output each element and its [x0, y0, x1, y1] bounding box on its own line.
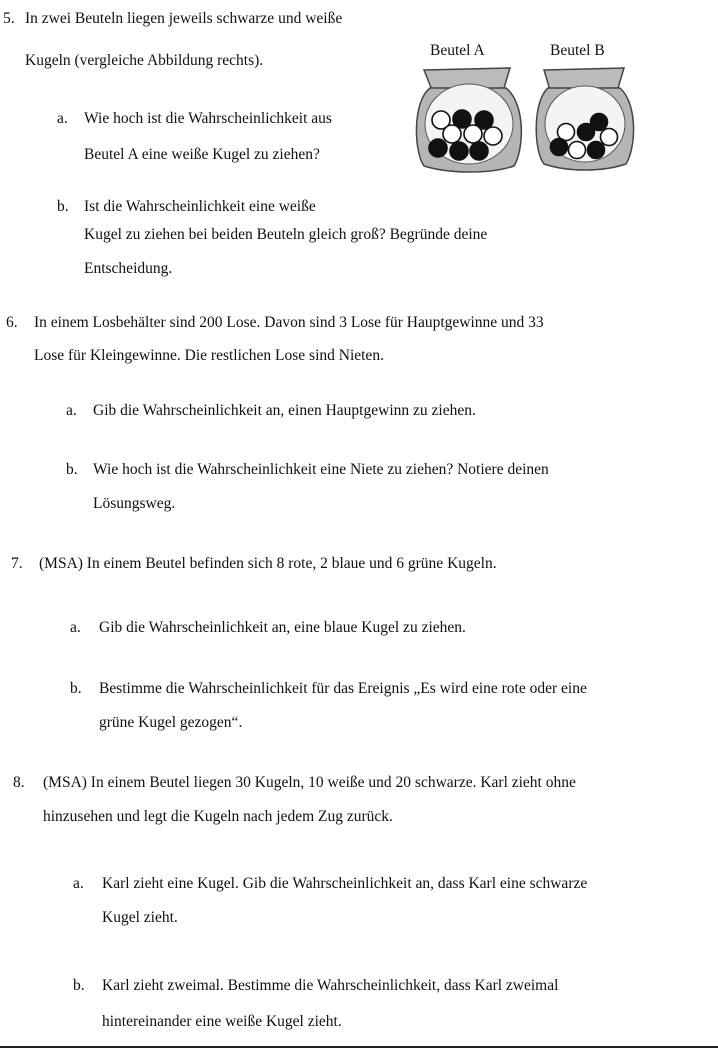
subquestion-text: Karl zieht eine Kugel. Gib die Wahrscheinlichkeit an, dass Karl eine schwarze	[102, 875, 588, 892]
bag-b-label: Beutel B	[550, 42, 605, 59]
question-text: (MSA) In einem Beutel liegen 30 Kugeln, 10 weiße und 20 schwarze. Karl zieht ohne	[43, 774, 576, 791]
bag-b-illustration	[532, 62, 638, 174]
subquestion-letter: a.	[57, 110, 68, 127]
question-number: 5.	[3, 10, 15, 27]
white-ball	[443, 125, 461, 143]
subquestion-letter: b.	[66, 461, 78, 478]
subquestion-letter: a.	[66, 402, 77, 419]
question-number: 6.	[6, 314, 18, 331]
subquestion-text: Entscheidung.	[84, 260, 173, 277]
question-number: 7.	[11, 555, 23, 572]
black-ball	[588, 142, 605, 159]
page-bottom-rule	[0, 1046, 718, 1048]
white-ball	[601, 129, 618, 146]
subquestion-letter: b.	[73, 977, 85, 994]
question-number: 8.	[13, 774, 25, 791]
subquestion-text: Kugel zu ziehen bei beiden Beuteln gleich groß? Begründe deine	[84, 226, 488, 243]
question-text: hinzusehen und legt die Kugeln nach jedem Zug zurück.	[43, 808, 393, 825]
subquestion-text: Kugel zieht.	[102, 909, 178, 926]
subquestion-text: Bestimme die Wahrscheinlichkeit für das Ereignis „Es wird eine rote oder eine	[99, 680, 587, 697]
subquestion-text: Beutel A eine weiße Kugel zu ziehen?	[84, 146, 320, 163]
subquestion-text: Gib die Wahrscheinlichkeit an, einen Hauptgewinn zu ziehen.	[93, 402, 476, 419]
bag-a-illustration	[410, 62, 528, 177]
bag-a-label: Beutel A	[430, 42, 485, 59]
black-ball	[450, 142, 468, 160]
question-text: In zwei Beuteln liegen jeweils schwarze und weiße	[25, 10, 343, 27]
question-text: Lose für Kleingewinne. Die restlichen Lose sind Nieten.	[34, 347, 384, 364]
question-text: In einem Losbehälter sind 200 Lose. Davon sind 3 Lose für Hauptgewinne und 33	[34, 314, 544, 331]
subquestion-letter: a.	[70, 619, 81, 636]
subquestion-text: hintereinander eine weiße Kugel zieht.	[102, 1013, 342, 1030]
subquestion-text: Ist die Wahrscheinlichkeit eine weiße	[84, 198, 316, 215]
white-ball	[484, 127, 502, 145]
question-text: Kugeln (vergleiche Abbildung rechts).	[25, 52, 264, 69]
black-ball	[578, 124, 595, 141]
subquestion-letter: b.	[70, 680, 82, 697]
question-text: (MSA) In einem Beutel befinden sich 8 rote, 2 blaue und 6 grüne Kugeln.	[39, 555, 497, 572]
subquestion-letter: b.	[57, 198, 69, 215]
black-ball	[470, 142, 488, 160]
subquestion-text: Lösungsweg.	[93, 495, 176, 512]
white-ball	[569, 142, 586, 159]
white-ball	[464, 125, 482, 143]
subquestion-text: Wie hoch ist die Wahrscheinlichkeit aus	[84, 110, 332, 127]
subquestion-text: grüne Kugel gezogen“.	[99, 714, 243, 731]
subquestion-text: Karl zieht zweimal. Bestimme die Wahrscheinlichkeit, dass Karl zweimal	[102, 977, 559, 994]
black-ball	[429, 139, 447, 157]
subquestion-letter: a.	[73, 875, 84, 892]
subquestion-text: Gib die Wahrscheinlichkeit an, eine blaue Kugel zu ziehen.	[99, 619, 466, 636]
subquestion-text: Wie hoch ist die Wahrscheinlichkeit eine Niete zu ziehen? Notiere deinen	[93, 461, 549, 478]
black-ball	[551, 139, 568, 156]
